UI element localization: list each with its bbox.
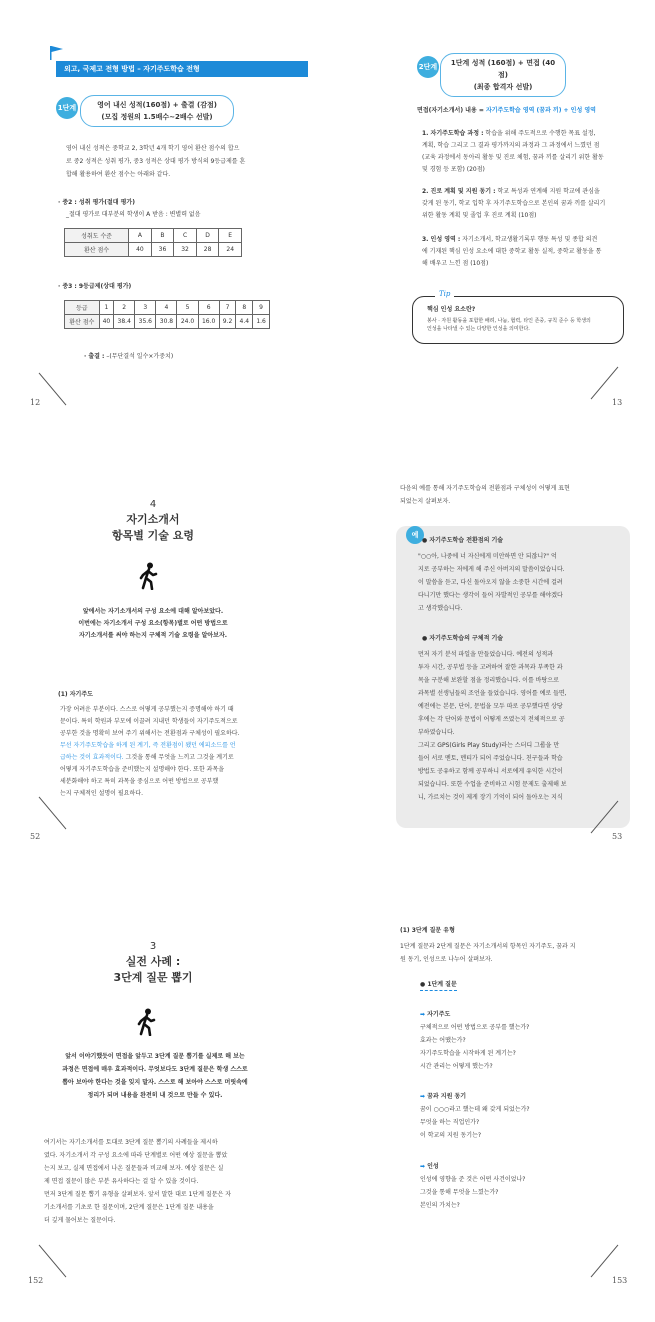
question-item: 인성에 영향을 준 것은 어떤 사건이었나?: [420, 1176, 526, 1183]
stage-2-pill: [440, 53, 566, 97]
chapter-heading: [80, 940, 226, 986]
stage-1-pill-line1: 영어 내신 성적(160점) + 출결 (감점): [97, 101, 217, 109]
table-cell: 40: [99, 315, 114, 329]
criteria-item-3: [422, 234, 626, 270]
table-cell: 환산 점수: [65, 243, 129, 257]
text-line: "○○아, 나중에 너 자신에게 미안하면 안 되잖니?" 억: [418, 553, 557, 560]
text-line: 그것을 통해 무엇을 느끼고 그것을 계기로: [125, 754, 234, 761]
stage-2-badge: 2단계: [417, 56, 439, 78]
stage-2-pill-line2: (최종 합격자 선발): [473, 83, 533, 91]
group-title: [420, 1090, 626, 1103]
text-line: 계획, 학습 그리고 그 결과 평가까지의 과정과 그 과정에서 느꼈던 점: [422, 142, 600, 149]
page-number: 13: [612, 398, 623, 407]
table-cell: 9.2: [219, 315, 236, 329]
page-number: 12: [30, 398, 41, 407]
table-cell: 38.4: [114, 315, 135, 329]
tip-box: [412, 290, 624, 344]
tip-label: Tip: [435, 290, 454, 298]
table-cell: 3: [135, 301, 156, 315]
example-intro: [400, 482, 626, 508]
stage-1-pill: [80, 95, 234, 127]
text-line: 1단계 질문과 2단계 질문은 자기소개서의 항목인 자기주도, 꿈과 지: [400, 943, 576, 950]
table-cell: 4: [156, 301, 177, 315]
flag-icon: [49, 45, 65, 61]
text-line: 앞서 이야기했듯이 면접을 앞두고 3단계 질문 뽑기를 실제로 해 보는: [65, 1053, 245, 1060]
table-cell: 36: [151, 243, 174, 257]
page-number: 153: [612, 1276, 628, 1285]
group-title-text: 인성: [427, 1163, 439, 1170]
table-cell: 4.4: [236, 315, 253, 329]
corner-slash: [591, 367, 619, 400]
attendance-label: · 출결 :: [84, 353, 105, 360]
example-1-body: [418, 550, 626, 615]
question-item: 무엇을 하는 직업인가?: [420, 1119, 480, 1126]
text-line: 원 동기, 인성으로 나누어 살펴보자.: [400, 956, 493, 963]
text-line: 다니기만 했다는 생각이 들어 자발적인 공부를 해야겠다: [418, 592, 563, 599]
chapter-intro: [40, 606, 266, 642]
example-2-body: [418, 648, 626, 804]
text-line: 인성을 나타낼 수 있는 다양한 인성을 의미한다.: [427, 326, 530, 332]
question-item: 이 학교의 지원 동기는?: [420, 1132, 482, 1139]
text-line: 학습을 위해 주도적으로 수행한 목표 설정,: [485, 130, 596, 137]
walking-person-icon: [136, 1008, 158, 1036]
table-cell: 등급: [65, 301, 100, 315]
arrow-icon: ➡: [420, 1163, 426, 1170]
table-cell: 28: [196, 243, 219, 257]
interview-label: 면접(자기소개서) 내용 =: [417, 107, 484, 114]
text-line: 되었는지 살펴보자.: [400, 498, 451, 505]
table-cell: 1: [99, 301, 114, 315]
table-cell: 6: [198, 301, 219, 315]
table-cell: A: [129, 229, 152, 243]
text-line: 해 배우고 느낀 점 (10점): [422, 260, 489, 267]
text-line: 그리고 GPS(Girls Play Study)라는 스터디 그룹을 만: [418, 742, 560, 749]
criteria-title: 2. 진로 계획 및 지원 동기 :: [422, 188, 496, 195]
chapter-title-line2: 항목별 기술 요령: [111, 529, 195, 542]
text-line: 뽑아 보아야 한다는 것을 잊지 말자. 스스로 해 보아야 스스로 머릿속에: [62, 1079, 248, 1086]
chapter-heading: [90, 498, 216, 544]
text-line: 위한 활동 계획 및 졸업 후 진로 계획 (10점): [422, 212, 537, 219]
chapter-intro: [36, 1050, 274, 1102]
text-line: 기소개서를 기초로 한 질문이며, 2단계 질문은 1단계 질문 내용을: [44, 1204, 214, 1211]
chapter-number: 3: [149, 941, 157, 952]
walking-person-icon: [138, 562, 160, 590]
question-item: 자기주도학습을 시작하게 된 계기는?: [420, 1050, 516, 1057]
group-title-text: 꿈과 지원 동기: [427, 1093, 467, 1100]
text-line: 방법도 공유하고 함께 공부하니 서로에게 유익한 시간이: [418, 768, 563, 775]
text-line: 세분화해야 하고 특히 과목을 중심으로 어떤 방법으로 공부했: [60, 778, 219, 785]
interview-highlight: 자기주도학습 영역 (꿈과 끼) + 인성 영역: [485, 107, 596, 114]
table-cell: 성취도 수준: [65, 229, 129, 243]
text-line: (교육 과정에서 동아리 활동 및 진로 체험, 꿈과 끼를 살리기 위한 활동: [422, 154, 604, 161]
question-item: 효과는 어땠는가?: [420, 1037, 466, 1044]
text-line: 에 기재된 핵심 인성 요소에 대한 중학교 활동 실적, 중학교 활동을 통: [422, 248, 602, 255]
body-paragraph: [60, 704, 306, 800]
table-cell: 24: [219, 243, 242, 257]
table-cell: D: [196, 229, 219, 243]
table-row: [65, 301, 270, 315]
group-title: [420, 1008, 626, 1021]
table-cell: 35.6: [135, 315, 156, 329]
text-line: 먼저 자기 분석 파일을 만들었습니다. 예전의 성적과: [418, 651, 554, 658]
text-line: 먼저 3단계 질문 뽑기 유형을 살펴보자. 앞서 말한 대로 1단계 질문은 자: [44, 1191, 232, 1198]
text-line-highlight: 무선 자기주도학습을 하게 된 계기, 즉 전환점이 됐던 에피소드를 언: [60, 742, 236, 749]
text-line: 들어 서로 멘토, 멘티가 되어 주었습니다. 친구들과 학습: [418, 755, 563, 762]
chapter-title-line1: 자기소개서: [126, 513, 180, 526]
criteria-item-1: [422, 128, 626, 176]
text-line: 및 경험 등 포함) (20점): [422, 166, 485, 173]
corner-slash: [39, 373, 67, 406]
section-title-grade2: · 중2 : 성취 평가(절대 평가): [58, 199, 135, 206]
text-line: 학교 특성과 연계해 지원 학교에 관심을: [497, 188, 600, 195]
text-line: 자기소개서, 학교생활기록부 행동 특성 및 종합 의견: [462, 236, 598, 243]
table-row: [65, 315, 270, 329]
table-cell: 30.8: [156, 315, 177, 329]
text-line: 갖게 된 동기, 학교 입학 후 자기주도학습으로 본인의 꿈과 끼를 살리기: [422, 200, 606, 207]
example-1-title: ● 자기주도학습 전환점의 기술: [422, 537, 504, 544]
section-banner: 외고, 국제고 전형 방법 – 자기주도학습 전형: [56, 61, 308, 77]
subsection-intro: [400, 940, 626, 966]
criteria-item-2: [422, 186, 626, 222]
section-subtitle-grade2: _절대 평가로 대부분의 학생이 A 받음 : 변별력 없음: [66, 211, 201, 218]
text-line: 과목별 선생님들의 조언을 들었습니다. 영어를 예로 들면,: [418, 690, 567, 697]
attendance-text: –(무단결석 일수×가중치): [106, 353, 174, 360]
text-line: 는지 구체적인 설명이 필요하다.: [60, 790, 143, 797]
text-line: 이 말씀을 듣고, 다신 돌아오지 않을 소중한 시간에 걸려: [418, 579, 563, 586]
table-cell: 16.0: [198, 315, 219, 329]
table-absolute-grading: [64, 228, 242, 257]
text-line: 이번에는 자기소개서 구성 요소(항목)별로 어떤 방법으로: [78, 620, 228, 627]
table-row: [65, 243, 242, 257]
table-cell: 24.0: [177, 315, 198, 329]
question-group-self-directed: [420, 1008, 626, 1073]
interview-heading: [417, 106, 596, 116]
text-line: 후에는 각 단어와 문법이 어떻게 쓰였는지 전체적으로 공: [418, 716, 565, 723]
tip-body: [427, 317, 619, 333]
text-line: 어떻게 자기주도학습을 준비했는지 설명해야 한다. 또한 과목을: [60, 766, 225, 773]
table-cell: 40: [129, 243, 152, 257]
text-line: 제 면접 질문이 많은 부분 유사하다는 걸 알 수 있을 것이다.: [44, 1178, 199, 1185]
text-line: 고 생각했습니다.: [418, 605, 463, 612]
group-title-text: 자기주도: [427, 1011, 451, 1018]
section-title-grade3: · 중3 : 9등급제(상대 평가): [58, 283, 132, 290]
text-line: 가장 어려운 부분이다. 스스로 어떻게 공부했는지 증명해야 하기 때: [60, 706, 234, 713]
text-line: 투자 시간, 공부법 등을 고려하여 잘한 과목과 부족한 과: [418, 664, 563, 671]
text-line: 영어 내신 성적은 중학교 2, 3학년 4개 학기 영어 환산 점수의 합으: [66, 145, 240, 152]
criteria-title: 1. 자기주도학습 과정 :: [422, 130, 484, 137]
stage-1-pill-line2: (모집 정원의 1.5배수~2배수 선발): [101, 113, 213, 121]
table-row: [65, 229, 242, 243]
text-line: 되었습니다. 또한 수업을 준비하고 시험 문제도 출제해 보: [418, 781, 567, 788]
tip-title: 핵심 인성 요소란?: [427, 306, 476, 313]
page-number: 52: [30, 832, 41, 841]
page-number: 53: [612, 832, 623, 841]
text-line: 앞에서는 자기소개서의 구성 요소에 대해 알아보았다.: [82, 608, 224, 615]
body-paragraph: [44, 1136, 294, 1227]
text-line: 공부한 것을 명확히 보여 주기 위해서는 전환점과 구체성이 필요하다.: [60, 730, 240, 737]
text-line: 더 깊게 물어보는 질문이다.: [44, 1217, 116, 1224]
text-line: 목을 구분해 보완할 점을 정리했습니다. 이를 바탕으로: [418, 677, 559, 684]
page-number: 152: [28, 1276, 44, 1285]
text-line: 였다. 자기소개서 각 구성 요소에 따라 단계별로 어떤 예상 질문을 뽑았: [44, 1152, 228, 1159]
text-line: 부하였습니다.: [418, 729, 455, 736]
text-line: 합해 활용하여 환산 점수는 아래와 같다.: [66, 171, 171, 178]
text-line: 다음의 예를 통해 자기주도학습의 전환점과 구체성이 어떻게 표현: [400, 485, 570, 492]
criteria-title: 3. 인성 영역 :: [422, 236, 461, 243]
table-cell: 환산 점수: [65, 315, 100, 329]
table-relative-grading: [64, 300, 270, 329]
text-line: 정리가 되며 내용을 완전히 내 것으로 만들 수 있다.: [87, 1092, 223, 1099]
table-cell: 7: [219, 301, 236, 315]
stage-2-pill-line1: 1단계 성적 (160점) + 면접 (40점): [450, 59, 556, 79]
stage-1-question-label: ● 1단계 질문: [420, 980, 457, 991]
table-cell: B: [151, 229, 174, 243]
text-line: 과정은 면접에 매우 효과적이다. 무엇보다도 3단계 질문은 학생 스스로: [62, 1066, 248, 1073]
text-line: 지로 공부하는 저에게 해 주신 아버지의 말씀이었습니다.: [418, 566, 565, 573]
chapter-title-line1: 실전 사례 :: [125, 955, 181, 968]
corner-slash: [39, 1245, 67, 1278]
question-item: 시간 관리는 어떻게 했는가?: [420, 1063, 493, 1070]
intro-paragraph: [66, 142, 298, 181]
question-item: 본인의 가치는?: [420, 1202, 460, 1209]
text-line: 로 중2 성적은 성취 평가, 중3 성적은 상대 평가 방식의 9등급제를 혼: [66, 158, 246, 165]
text-line: 여기서는 자기소개서를 토대로 3단계 질문 뽑기의 사례들을 제시하: [44, 1139, 218, 1146]
question-group-character: [420, 1160, 626, 1212]
table-cell: 5: [177, 301, 198, 315]
table-cell: 2: [114, 301, 135, 315]
question-item: 구체적으로 어떤 방법으로 공부를 했는가?: [420, 1024, 530, 1031]
question-item: 그것을 통해 무엇을 느꼈는가?: [420, 1189, 499, 1196]
table-cell: 32: [174, 243, 197, 257]
text-line: 니, 가르치는 것이 제게 장기 기억이 되어 돌아오는 지식: [418, 794, 563, 801]
example-2-title: ● 자기주도학습의 구체적 기술: [422, 635, 504, 642]
group-title: [420, 1160, 626, 1173]
subsection-title: (1) 3단계 질문 유형: [400, 927, 455, 934]
question-group-dream: [420, 1090, 626, 1142]
chapter-title-line2: 3단계 질문 뽑기: [113, 971, 193, 984]
text-line-highlight: 급하는 것이 효과적이다.: [60, 754, 124, 761]
corner-slash: [39, 797, 67, 830]
arrow-icon: ➡: [420, 1093, 426, 1100]
question-item: 꿈이 ○○○라고 했는데 왜 갖게 되었는가?: [420, 1106, 530, 1113]
table-cell: 1.6: [253, 315, 270, 329]
table-cell: 8: [236, 301, 253, 315]
example-badge: 예: [406, 526, 424, 544]
stage-1-badge: 1단계: [56, 97, 78, 119]
table-cell: C: [174, 229, 197, 243]
text-line: 는지 보고, 실제 면접에서 나온 질문들과 비교해 보자. 예상 질문은 실: [44, 1165, 224, 1172]
text-line: 문이다. 특히 학원과 부모에 이끌려 지내던 학생들이 자기주도적으로: [60, 718, 238, 725]
text-line: 자기소개서를 써야 하는지 구체적 기술 요령을 알아보자.: [78, 632, 228, 639]
table-cell: 9: [253, 301, 270, 315]
table-cell: E: [219, 229, 242, 243]
chapter-number: 4: [149, 499, 157, 510]
attendance-line: [84, 352, 173, 362]
corner-slash: [591, 1245, 619, 1278]
text-line: 봉사 · 자원 활동을 포함한 배려, 나눔, 협력, 타인 존중, 규칙 준수 등 학생의: [427, 318, 591, 324]
text-line: 예전에는 본문, 단어, 문법을 모두 따로 공부했다면 상당: [418, 703, 563, 710]
arrow-icon: ➡: [420, 1011, 426, 1018]
subsection-title: (1) 자기주도: [58, 691, 93, 698]
